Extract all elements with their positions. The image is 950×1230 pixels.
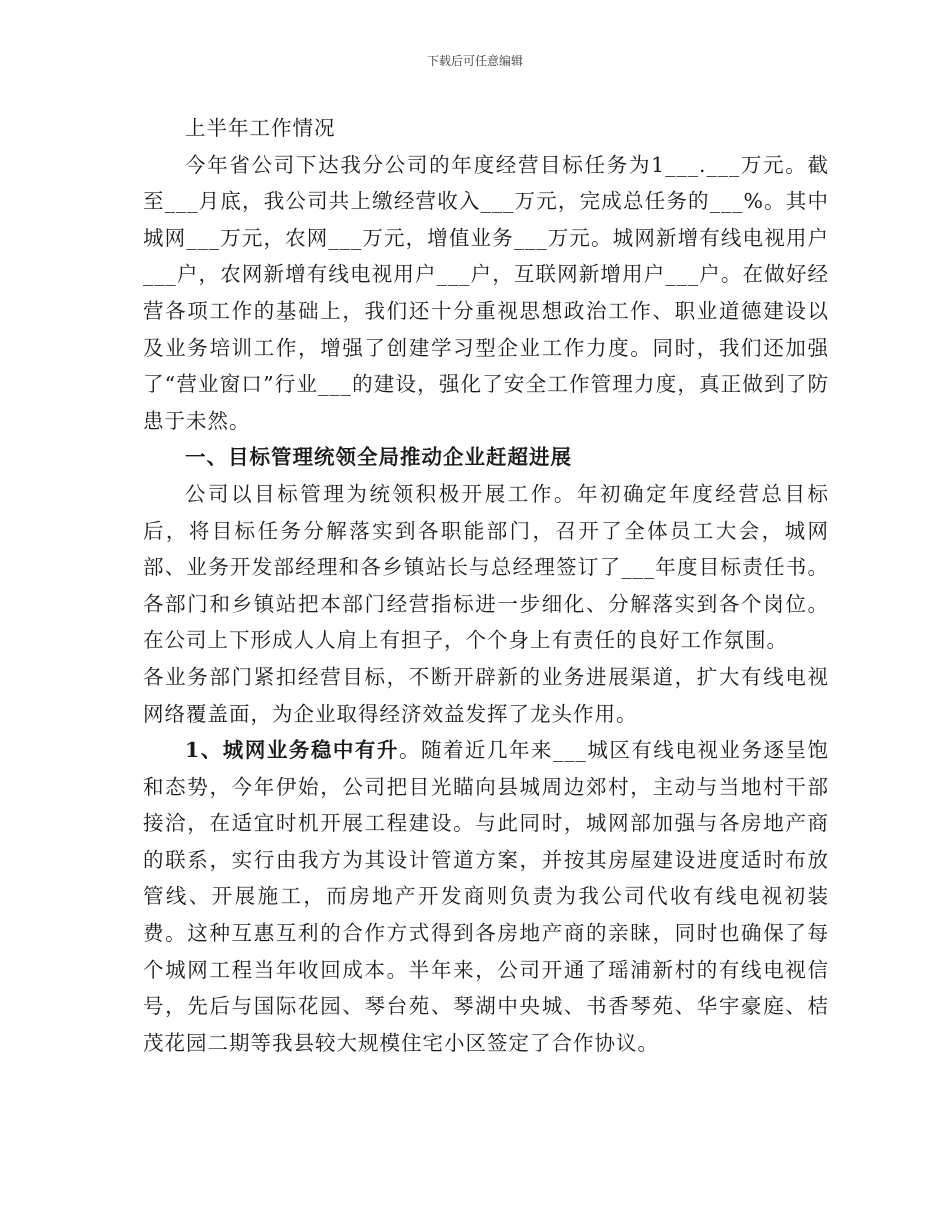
section-heading: 一、目标管理统领全局推动企业赶超进展 <box>185 445 572 470</box>
subsection-lead: 1、城网业务稳中有升 <box>185 738 399 763</box>
section-paragraph: 公司以目标管理为统领积极开展工作。年初确定年度经营总目标后，将目标任务分解落实到各职能部门，召开了全体员工大会，城网部、业务开发部经理和各乡镇站长与总经理签订了___年度目标责任书。各部门和乡镇站把本部门经营指标进一步细化、分解落实到各个岗位。在公司上下形成人人肩上有担子，个个身上有责任的良好工作氛围。 <box>143 481 829 653</box>
subsection-paragraph <box>143 732 829 1061</box>
page-header: 下载后可任意编辑 <box>426 54 523 68</box>
subsection-body: 。随着近几年来___城区有线电视业务逐呈饱和态势，今年伊始，公司把目光瞄向县城周边郊村，主动与当地村干部接洽，在适宜时机开展工程建设。与此同时，城网部加强与各房地产商的联系，实行由我方为其设计管道方案，并按其房屋建设进度适时布放管线、开展施工，而房地产开发商则负责为我公司代收有线电视初装费。这种互惠互利的合作方式得到各房地产商的亲睐，同时也确保了每个城网工程当年收回成本。半年来，公司开通了瑶浦新村的有线电视信号，先后与国际花园、琴台苑、琴湖中央城、书香琴苑、华宇豪庭、桔茂花园二期等我县较大规模住宅小区签定了合作协议。 <box>143 738 829 1055</box>
document-title: 上半年工作情况 <box>185 116 336 140</box>
intro-paragraph: 今年省公司下达我分公司的年度经营目标任务为1___.___万元。截至___月底，我公司共上缴经营收入___万元，完成总任务的___%。其中城网___万元，农网___万元，增值业务___万元。城网新增有线电视用户___户，农网新增有线电视用户___户，互联网新增用户___户。在做好经营各项工作的基础上，我们还十分重视思想政治工作、职业道德建设以及业务培训工作，增强了创建学习型企业工作力度。同时，我们还加强了“营业窗口”行业___的建设，强化了安全工作管理力度，真正做到了防患于未然。 <box>143 152 829 433</box>
document-body <box>143 110 829 1061</box>
section-paragraph-continued: 各业务部门紧扣经营目标，不断开辟新的业务进展渠道，扩大有线电视网络覆盖面，为企业取得经济效益发挥了龙头作用。 <box>143 664 829 726</box>
